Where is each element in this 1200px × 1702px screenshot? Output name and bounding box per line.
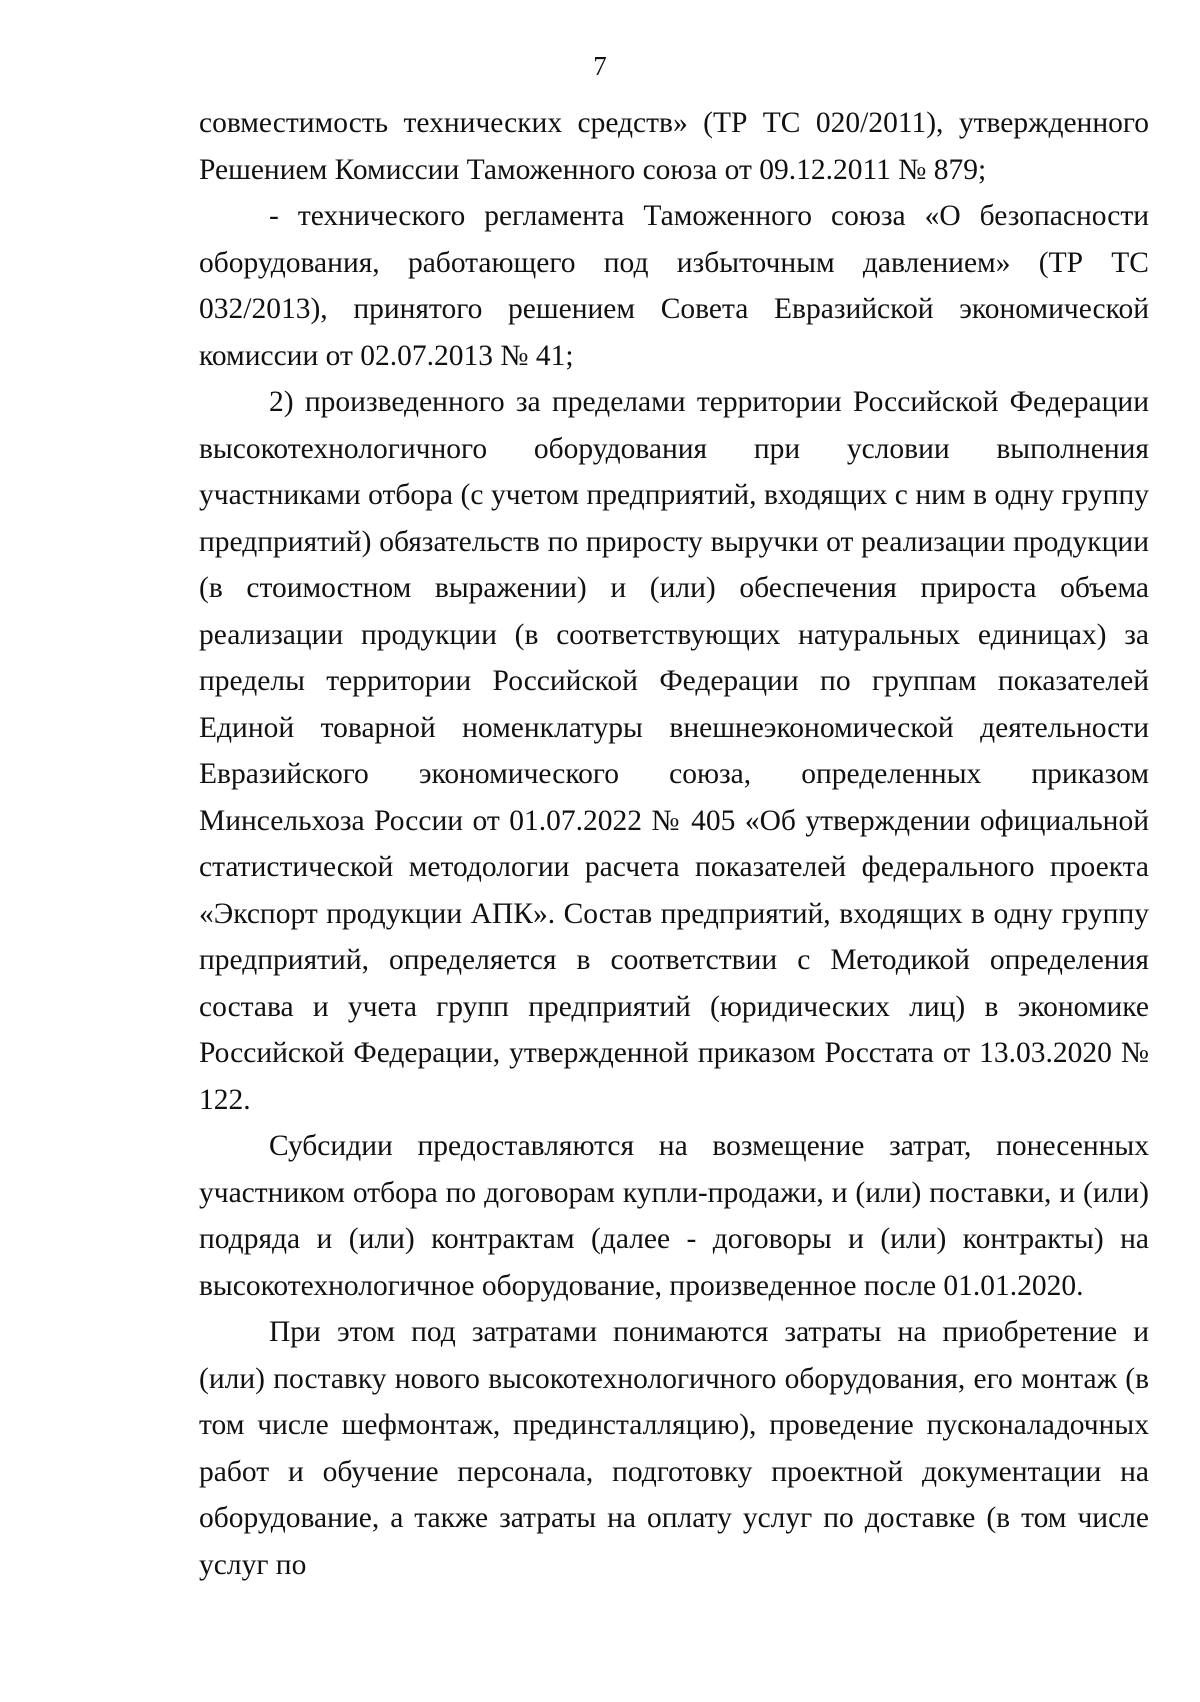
- paragraph-continuation: совместимость технических средств» (ТР ТС 020/2011), утвержденного Решением Комиссии Таможенного союза от 09.12.2011 № 879;: [199, 107, 1149, 186]
- paragraph-tr-ts-032: - технического регламента Таможенного союза «О безопасности оборудования, работающего под избыточным давлением» (ТР ТС 032/2013), принятого решением Совета Евразийской экономической комиссии от 02.07.2013 № 41;: [199, 200, 1149, 372]
- document-body: [199, 100, 1149, 1588]
- paragraph-costs: При этом под затратами понимаются затраты на приобретение и (или) поставку нового высокотехнологичного оборудования, его монтаж (в том числе шефмонтаж, прединсталляцию), проведение пусконаладочных работ и обучение персонала, подготовку проектной документации на оборудование, а также затраты на оплату услуг по доставке (в том числе услуг по: [199, 1316, 1149, 1581]
- page-number: 7: [593, 51, 607, 81]
- paragraph-item-2: 2) произведенного за пределами территории Российской Федерации высокотехнологичного оборудования при условии выполнения участниками отбора (с учетом предприятий, входящих с ним в одну группу предприятий) обязательств по приросту выручки от реализации продукции (в стоимостном выражении) и (или) обеспечения прироста объема реализации продукции (в соответствующих натуральных единицах) за пределы территории Российской Федерации по группам показателей Единой товарной номенклатуры внешнеэкономической деятельности Евразийского экономического союза, определенных приказом Минсельхоза России от 01.07.2022 № 405 «Об утверждении официальной статистической методологии расчета показателей федерального проекта «Экспорт продукции АПК». Состав предприятий, входящих в одну группу предприятий, определяется в соответствии с Методикой определения состава и учета групп предприятий (юридических лиц) в экономике Российской Федерации, утвержденной приказом Росстата от 13.03.2020 № 122.: [199, 386, 1149, 1116]
- paragraph-subsidies: Субсидии предоставляются на возмещение затрат, понесенных участником отбора по договорам купли-продажи, и (или) поставки, и (или) подряда и (или) контрактам (далее - договоры и (или) контракты) на высокотехнологичное оборудование, произведенное после 01.01.2020.: [199, 1130, 1149, 1302]
